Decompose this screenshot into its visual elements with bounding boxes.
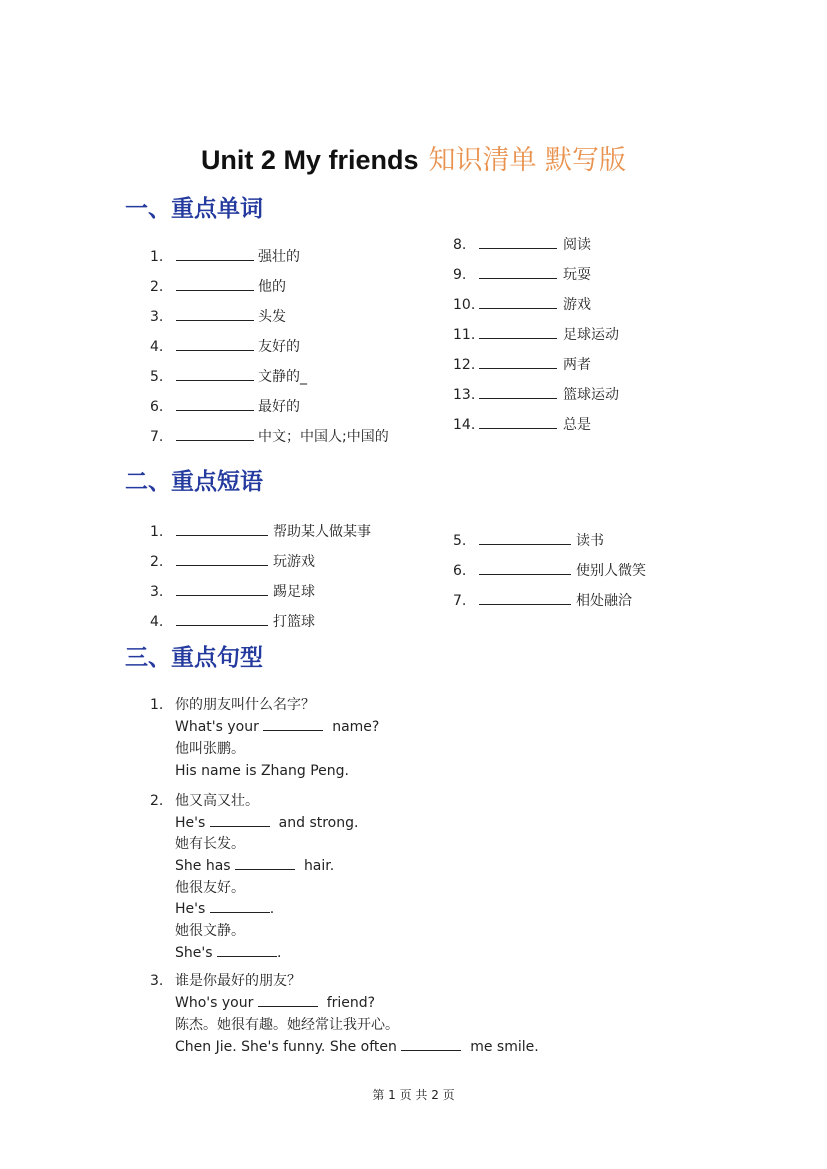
answer-blank[interactable] — [479, 530, 571, 545]
sentence-cn: 谁是你最好的朋友？ — [175, 973, 301, 989]
list-item: 5. 文静的_ — [150, 366, 389, 386]
sentence-cn: 她有长发。 — [175, 836, 245, 853]
sentence-en: Who's your friend? — [175, 995, 376, 1011]
answer-blank[interactable] — [479, 590, 571, 605]
answer-blank[interactable] — [263, 717, 323, 731]
list-item: 14. 总是 — [453, 414, 619, 434]
answer-blank[interactable] — [479, 294, 557, 309]
sentence-en: She's . — [175, 944, 282, 961]
sentence-cn: 他很友好。 — [175, 879, 245, 896]
list-item: 7. 相处融洽 — [453, 590, 646, 610]
list-item: 3. 头发 — [150, 306, 389, 326]
sentence-number: 3. — [150, 973, 164, 989]
sentence-en: He's . — [175, 901, 275, 918]
answer-blank[interactable] — [479, 234, 557, 249]
answer-blank[interactable] — [176, 276, 254, 291]
section-heading-words: 一、重点单词 — [125, 195, 263, 222]
section-heading-sentences: 三、重点句型 — [125, 644, 263, 671]
answer-blank[interactable] — [176, 366, 254, 381]
list-item: 12. 两者 — [453, 354, 619, 374]
answer-blank[interactable] — [210, 813, 270, 827]
list-item: 1. 强壮的 — [150, 246, 389, 266]
answer-blank[interactable] — [210, 899, 270, 913]
answer-blank[interactable] — [401, 1037, 461, 1051]
answer-blank[interactable] — [176, 246, 254, 261]
list-item: 3. 踢足球 — [150, 581, 371, 601]
sentence-en: What's your name? — [175, 719, 380, 735]
phrases-left-list — [150, 521, 371, 631]
answer-blank[interactable] — [479, 384, 557, 399]
words-left-list — [150, 246, 389, 446]
sentence-cn: 你的朋友叫什么名字？ — [175, 697, 315, 713]
list-item: 6. 最好的 — [150, 396, 389, 416]
list-item: 4. 友好的 — [150, 336, 389, 356]
title-chinese: 知识清单 默写版 — [428, 145, 627, 176]
page-title — [0, 138, 827, 177]
title-english: Unit 2 My friends — [200, 145, 419, 175]
answer-blank[interactable] — [479, 324, 557, 339]
sentence-cn: 他又高又壮。 — [175, 793, 259, 809]
answer-blank[interactable] — [235, 856, 295, 870]
sentence-en: She has hair. — [175, 858, 335, 875]
sentence-en: He's and strong. — [175, 814, 359, 831]
list-item: 6. 使别人微笑 — [453, 560, 646, 580]
answer-blank[interactable] — [176, 551, 268, 566]
sentence-en: Chen Jie. She's funny. She often me smile. — [175, 1039, 539, 1055]
answer-blank[interactable] — [176, 306, 254, 321]
answer-blank[interactable] — [176, 426, 254, 441]
answer-blank[interactable] — [176, 336, 254, 351]
list-item: 4. 打篮球 — [150, 611, 371, 631]
sentence-en: His name is Zhang Peng. — [175, 763, 349, 779]
sentence-group-3 — [175, 971, 539, 1059]
answer-blank[interactable] — [479, 264, 557, 279]
words-right-list — [453, 234, 619, 434]
list-item: 8. 阅读 — [453, 234, 619, 254]
sentence-number: 1. — [150, 697, 164, 713]
answer-blank[interactable] — [479, 414, 557, 429]
list-item: 10. 游戏 — [453, 294, 619, 314]
sentence-cn: 他叫张鹏。 — [175, 741, 245, 757]
answer-blank[interactable] — [176, 581, 268, 596]
sentence-cn: 陈杰。她很有趣。她经常让我开心。 — [175, 1017, 399, 1033]
list-item: 13. 篮球运动 — [453, 384, 619, 404]
answer-blank[interactable] — [479, 560, 571, 575]
list-item: 9. 玩耍 — [453, 264, 619, 284]
answer-blank[interactable] — [217, 943, 277, 957]
list-item: 11. 足球运动 — [453, 324, 619, 344]
answer-blank[interactable] — [258, 993, 318, 1007]
section-heading-phrases: 二、重点短语 — [125, 468, 263, 495]
sentence-group-2 — [175, 791, 358, 965]
page-footer: 第 1 页 共 2 页 — [372, 1088, 455, 1102]
list-item: 2. 玩游戏 — [150, 551, 371, 571]
phrases-right-list — [453, 530, 646, 610]
sentence-group-1 — [175, 695, 379, 783]
answer-blank[interactable] — [479, 354, 557, 369]
sentence-cn: 她很文静。 — [175, 923, 245, 940]
list-item: 2. 他的 — [150, 276, 389, 296]
list-item: 5. 读书 — [453, 530, 646, 550]
sentence-number: 2. — [150, 793, 164, 809]
list-item: 1. 帮助某人做某事 — [150, 521, 371, 541]
answer-blank[interactable] — [176, 396, 254, 411]
answer-blank[interactable] — [176, 611, 268, 626]
list-item: 7. 中文；中国人;中国的 — [150, 426, 389, 446]
answer-blank[interactable] — [176, 521, 268, 536]
